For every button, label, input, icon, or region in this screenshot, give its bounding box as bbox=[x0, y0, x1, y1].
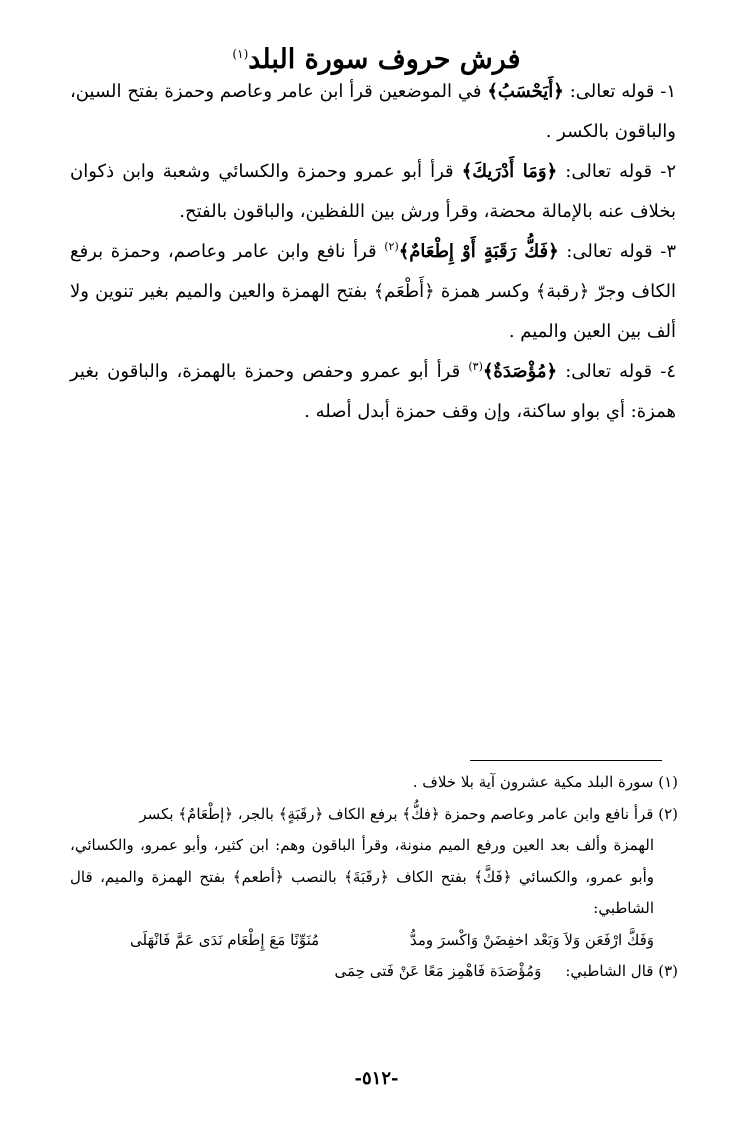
paragraph-3-quran: ﴿فَكُّ رَقَبَةٍ أَوْ إِطْعَامٌ﴾ bbox=[398, 241, 559, 262]
paragraph-4-footnote-ref: (٣) bbox=[468, 360, 483, 373]
paragraph-1-body: في الموضعين قرأ ابن عامر وعاصم وحمزة بفتح السين، والباقون بالكسر . bbox=[70, 81, 676, 142]
paragraph-3-lead: ٣- قوله تعالى: bbox=[566, 241, 676, 262]
footnote-1: (١) سورة البلد مكية عشرون آية بلا خلاف . bbox=[412, 773, 678, 791]
paragraph-3 bbox=[70, 232, 676, 352]
poem-verse-1-first-half: وَفَكَّ ارْفَعَن وَلاَ وَبَعْد اخفِضَنْ وَاكْسرَ ومدُّ bbox=[409, 930, 654, 949]
paragraph-1-quran: ﴿أَيَحْسَبُ﴾ bbox=[487, 81, 564, 102]
paragraph-4-body: قرأ أبو عمرو وحفص وحمزة بالهمزة، والباقون بغير همزة: أي بواو ساكنة، وإن وقف حمزة أبدل أصله . bbox=[70, 361, 676, 422]
paragraph-2-quran: ﴿وَمَا أَدْرَيكَ﴾ bbox=[461, 161, 558, 182]
footnote-3-label: (٣) قال الشاطبي: bbox=[565, 962, 678, 980]
title-text: فرش حروف سورة البلد bbox=[248, 44, 521, 76]
paragraph-1-lead: ١- قوله تعالى: bbox=[569, 81, 676, 102]
paragraph-2-lead: ٢- قوله تعالى: bbox=[565, 161, 676, 182]
paragraph-2 bbox=[70, 152, 676, 232]
footnotes bbox=[70, 767, 678, 988]
poem-verse-1-second-half: مُنَوِّنًا مَعَ إِطْعَام نَدَى عَمَّ فَانْهَلَى bbox=[130, 930, 320, 949]
paragraph-3-footnote-ref: (٢) bbox=[384, 240, 399, 253]
title-footnote-ref: (١) bbox=[232, 47, 249, 62]
paragraph-4-lead: ٤- قوله تعالى: bbox=[565, 361, 676, 382]
footnote-3 bbox=[70, 956, 678, 988]
paragraph-4 bbox=[70, 352, 676, 432]
paragraph-2-body: قرأ أبو عمرو وحمزة والكسائي وشعبة وابن ذكوان بخلاف عنه بالإمالة محضة، وقرأ ورش بين اللفظين، والباقون بالفتح. bbox=[70, 161, 676, 222]
poem-verse-1 bbox=[70, 925, 678, 957]
page-number: -٥١٢- bbox=[354, 1068, 399, 1089]
footnote-separator bbox=[470, 760, 662, 761]
main-text bbox=[70, 72, 676, 432]
paragraph-1 bbox=[70, 72, 676, 152]
poem-verse-2: وَمُؤْصَدَة فَاهْمِز مَعًا عَنْ فَتى حِمَى bbox=[334, 962, 542, 980]
footnote-2-continuation: الهمزة وألف بعد العين ورفع الميم منونة، وقرأ الباقون وهم: ابن كثير، وأبو عمرو، والكسائي، وأبو عمرو، والكسائي ﴿فَكَّ﴾ بفتح الكاف ﴿رقَبَةَ﴾ بالنصب ﴿أطعم﴾ بفتح الهمزة والميم، قال الشاطبي: bbox=[70, 836, 654, 917]
paragraph-3-body: قرأ نافع وابن عامر وعاصم، وحمزة برفع الكاف وجرّ ﴿رقبة﴾ وكسر همزة ﴿أَطْعَم﴾ بفتح الهمزة والعين والميم بغير تنوين ولا ألف بين العين والميم . bbox=[70, 241, 676, 342]
paragraph-4-quran: ﴿مُؤْصَدَةٌ﴾ bbox=[482, 361, 558, 382]
footnote-2: (٢) قرأ نافع وابن عامر وعاصم وحمزة ﴿فكُّ﴾ برفع الكاف ﴿رقَبَةٍ﴾ بالجر، ﴿إطْعَامٌ﴾ بكسر bbox=[139, 804, 678, 823]
